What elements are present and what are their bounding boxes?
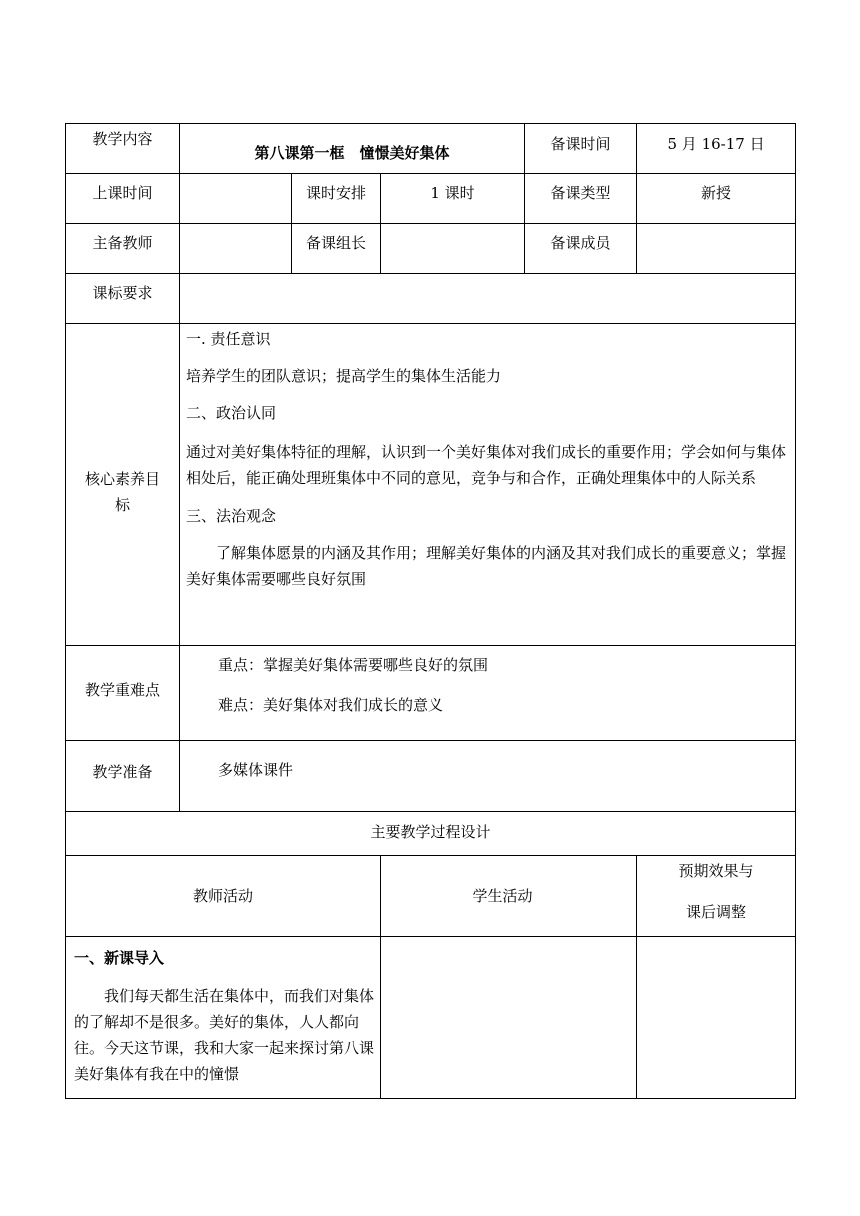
row-curriculum: [66, 274, 796, 324]
prep-time-value: 5 月 16-17 日: [637, 124, 796, 174]
row-preparation: [66, 741, 796, 812]
schedule-value: 1 课时: [381, 174, 525, 224]
row-process-headers: [66, 856, 796, 937]
core-literacy-label: [66, 324, 180, 646]
effect-header: [637, 856, 796, 937]
preparation-label: 教学准备: [66, 741, 180, 812]
section1-title: 一、新课导入: [74, 949, 165, 967]
prep-time-label: 备课时间: [525, 124, 637, 174]
prep-members-label: 备课成员: [525, 224, 637, 274]
row-process-content: [66, 937, 796, 1099]
lesson-plan-document: [65, 123, 795, 1099]
effect-header-line1: 预期效果与: [678, 862, 754, 880]
effect-header-line2: 课后调整: [686, 903, 747, 921]
difficulty-point: 难点：美好集体对我们成长的意义: [218, 696, 444, 714]
student-activity-content: [381, 937, 637, 1099]
prep-type-value: 新授: [637, 174, 796, 224]
prep-members-value: [637, 224, 796, 274]
class-time-label: 上课时间: [66, 174, 180, 224]
core-paragraph-1: 培养学生的团队意识；提高学生的集体生活能力: [186, 367, 502, 385]
key-points-content: [180, 646, 796, 741]
effect-content: [637, 937, 796, 1099]
group-leader-label: 备课组长: [292, 224, 381, 274]
row-teaching-content: [66, 124, 796, 174]
lesson-plan-table: [65, 123, 796, 1099]
row-process-title: [66, 812, 796, 856]
preparation-value: 多媒体课件: [218, 761, 294, 779]
core-paragraph-3: 了解集体愿景的内涵及其作用；理解美好集体的内涵及其对我们成长的重要意义；掌握美好集体需要哪些良好氛围: [186, 544, 787, 588]
core-literacy-content: [180, 324, 796, 646]
core-heading-3: 三、法治观念: [186, 507, 277, 525]
row-core-literacy: [66, 324, 796, 646]
row-teachers: [66, 224, 796, 274]
row-key-points: [66, 646, 796, 741]
focus-point: 重点：掌握美好集体需要哪些良好的氛围: [218, 656, 489, 674]
core-heading-1: 一. 责任意识: [186, 330, 271, 348]
process-title: 主要教学过程设计: [66, 812, 796, 856]
core-heading-2: 二、政治认同: [186, 404, 277, 422]
teaching-content-value: 第八课第一框 憧憬美好集体: [180, 124, 525, 174]
prep-type-label: 备课类型: [525, 174, 637, 224]
curriculum-label: 课标要求: [66, 274, 180, 324]
teacher-activity-header: 教师活动: [66, 856, 381, 937]
core-label-line2: 标: [114, 495, 130, 514]
student-activity-header: 学生活动: [381, 856, 637, 937]
core-label-line1: 核心素养目: [84, 469, 160, 488]
group-leader-value: [381, 224, 525, 274]
curriculum-value: [180, 274, 796, 324]
preparation-content: [180, 741, 796, 812]
teacher-activity-content: [66, 937, 381, 1099]
class-time-value: [180, 174, 292, 224]
key-points-label: 教学重难点: [66, 646, 180, 741]
lead-teacher-label: 主备教师: [66, 224, 180, 274]
teaching-content-label: 教学内容: [66, 124, 180, 174]
lead-teacher-value: [180, 224, 292, 274]
section1-text: 我们每天都生活在集体中，而我们对集体的了解却不是很多。美好的集体，人人都向往。今天这节课，我和大家一起来探讨第八课美好集体有我在中的憧憬: [74, 987, 375, 1083]
core-paragraph-2: 通过对美好集体特征的理解，认识到一个美好集体对我们成长的重要作用；学会如何与集体相处后，能正确处理班集体中不同的意见，竞争与和合作，正确处理集体中的人际关系: [186, 443, 787, 487]
schedule-label: 课时安排: [292, 174, 381, 224]
row-class-time: [66, 174, 796, 224]
